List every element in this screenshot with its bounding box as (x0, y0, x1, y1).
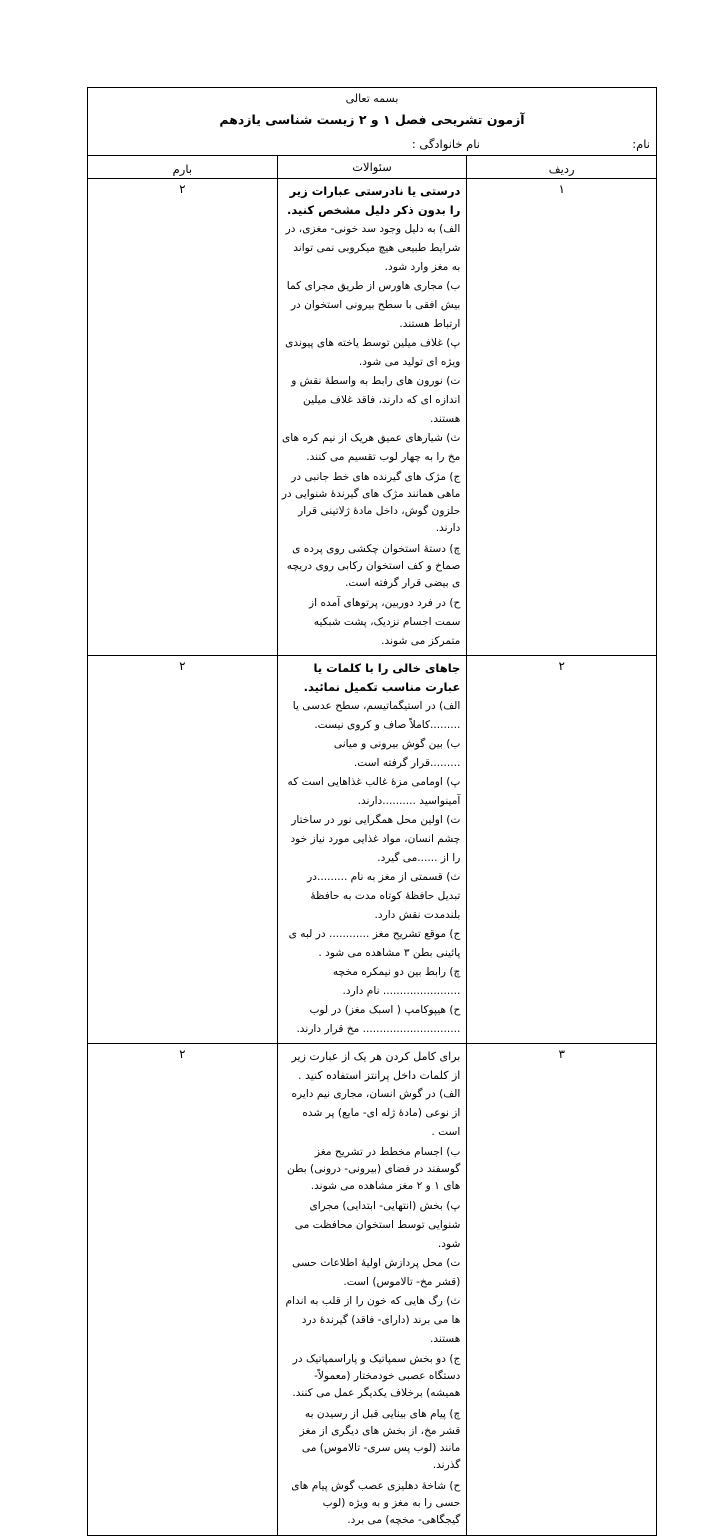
question-item: چ) پیام های بینایی قبل از رسیدن به قشر مخ، از بخش های دیگری از مغز مانند (لوب پس سری- تالاموس) می گذرند. (299, 1408, 461, 1471)
question-intro: برای کامل کردن هر یک از عبارت زیر از کلمات داخل پرانتز استفاده کنید . (291, 1050, 461, 1082)
question-item: چ) رابط بین دو نیمکره مخچه ....................... نام دارد. (332, 966, 461, 997)
bismillah: بسمه تعالی (345, 92, 399, 105)
column-header-score: بارم (88, 156, 278, 179)
question-item: پ) بخش (انتهایی- ابتدایی) مجرای شنوایی توسط استخوان محافظت می شود. (294, 1200, 461, 1250)
question-number: ۳ (467, 1044, 657, 1536)
question-item: ح) شاخۀ دهلیزی عصب گوش پیام های حسی را به مغز و به ویژه (لوب گیجگاهی- مخچه) می برد. (291, 1480, 461, 1526)
question-item: ب) اجسام مخطط در تشریح مغز گوسفند در فضای (بیرونی- درونی) بطن های ۱ و ۲ مغز مشاهده می شوند. (286, 1146, 461, 1192)
question-title: درستی یا نادرستی عبارات زیر را بدون ذکر دلیل مشخص کنید. (287, 184, 461, 217)
question-item: ب) بین گوش بیرونی و میانی .........قرار گرفته است. (333, 738, 461, 769)
question-item: ح) هیپوکامپ ( اسبک مغز) در لوب ............................. مخ قرار دارند. (296, 1004, 461, 1035)
question-item: ب) مجاری هاورس از طریق مجرای کما بیش افقی با سطح بیرونی استخوان در ارتباط هستند. (286, 280, 461, 330)
exam-title: آزمون تشریحی فصل ۱ و ۲ زیست شناسی یازدهم (219, 112, 525, 127)
column-header-row (88, 156, 657, 179)
question-title: جاهای خالی را با کلمات یا عبارت مناسب تکمیل نمائید. (303, 661, 461, 694)
question-item: ح) در فرد دوربین، پرتوهای آمده از سمت اجسام نزدیک، پشت شبکیه متمرکز می شوند. (309, 597, 461, 647)
question-item: پ) غلاف میلین توسط یاخته های پیوندی ویژه ای تولید می شود. (285, 337, 461, 368)
question-score: ۲ (88, 179, 278, 656)
family-name-label: نام خانوادگی : (411, 137, 480, 151)
question-item: چ) دستۀ استخوان چکشی روی پرده ی صماخ و کف استخوان رکابی روی دریچه ی بیضی قرار گرفته است. (286, 543, 461, 589)
question-item: ت) نورون های رابط به واسطۀ نقش و اندازه ای که دارند، فاقد غلاف میلین هستند. (291, 375, 461, 425)
question-score: ۲ (88, 656, 278, 1044)
name-label: نام: (632, 137, 650, 151)
exam-header (88, 88, 657, 156)
question-item: الف) در گوش انسان، مجاری نیم دایره از نوعی (مادۀ ژله ای- مایع) پر شده است . (291, 1088, 461, 1138)
question-item: ث) قسمتی از مغز به نام .........در تبدیل حافظۀ کوتاه مدت به حافظۀ بلندمدت نقش دارد. (307, 871, 461, 921)
question-item: ج) دو بخش سمپاتیک و پاراسمپاتیک در دستگاه عصبی خودمختار (معمولاً- همیشه) برخلاف یکدیگر عمل می کنند. (292, 1353, 461, 1399)
question-item: ث) شیارهای عمیق هریک از نیم کره های مخ را به چهار لوب تقسیم می کنند. (282, 432, 461, 463)
question-number: ۲ (467, 656, 657, 1044)
question-item: الف) به دلیل وجود سد خونی- مغزی، در شرایط طبیعی هیچ میکروبی نمی تواند به مغز وارد شود. (285, 223, 461, 273)
question-row-1 (88, 179, 657, 656)
question-number: ۱ (467, 179, 657, 656)
question-item: ت) محل پردازش اولیۀ اطلاعات حسی (قشر مخ- تالاموس) است. (292, 1257, 461, 1288)
exam-page (87, 87, 657, 1536)
question-item: ج) موقع تشریح مغز ............ در لبه ی پائینی بطن ۳ مشاهده می شود . (288, 928, 461, 959)
question-item: ج) مژک های گیرنده های خط جانبی در ماهی همانند مژک های گیرندۀ شنوایی در حلزون گوش، داخل مادۀ ژلاتینی قرار دارند. (281, 471, 461, 534)
question-score: ۲ (88, 1044, 278, 1536)
exam-table (87, 87, 657, 1536)
question-item: پ) اومامی مزۀ غالب غذاهایی است که آمینواسید ..........دارند. (287, 776, 461, 807)
question-row-2 (88, 656, 657, 1044)
question-content (277, 656, 467, 1044)
question-item: ث) رگ هایی که خون را از قلب به اندام ها می برند (دارای- فاقد) گیرندۀ درد هستند. (285, 1295, 461, 1345)
question-item: الف) در استیگماتیسم، سطح عدسی یا .........کاملاً صاف و کروی نیست. (292, 700, 461, 731)
question-content (277, 179, 467, 656)
column-header-questions: سئوالات (277, 156, 467, 179)
column-header-row-number: ردیف (467, 156, 657, 179)
question-row-3 (88, 1044, 657, 1536)
question-item: ت) اولین محل همگرایی نور در ساختار چشم انسان، مواد غذایی مورد نیاز خود را از ......می گیرد. (290, 814, 461, 864)
question-content (277, 1044, 467, 1536)
